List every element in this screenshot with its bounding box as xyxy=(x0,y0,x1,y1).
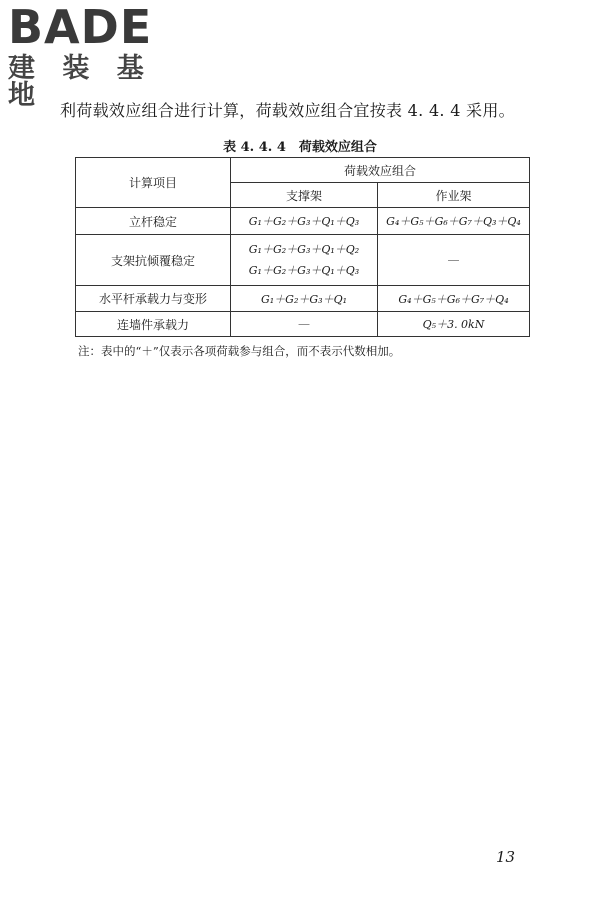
brand-logo xyxy=(8,0,176,111)
table-note: 注：表中的“＋”仅表示各项荷载参与组合，而不表示代数相加。 xyxy=(78,344,401,358)
page-number: 13 xyxy=(496,848,516,866)
row-work-formula: Q₅＋3. 0kN xyxy=(378,312,530,337)
row-item: 立杆稳定 xyxy=(76,208,231,235)
row-item: 连墙件承载力 xyxy=(76,312,231,337)
row-work-formula: G₄＋G₅＋G₆＋G₇＋Q₃＋Q₄ xyxy=(378,208,530,235)
load-combination-table xyxy=(75,157,530,337)
row-support-formula: — xyxy=(231,312,378,337)
logo-subtitle: 建 装 基 地 xyxy=(8,53,153,111)
header-item: 计算项目 xyxy=(76,158,231,208)
header-support-frame: 支撑架 xyxy=(231,183,378,208)
table-caption: 表 4. 4. 4 荷载效应组合 xyxy=(223,140,377,155)
table-row xyxy=(76,235,530,286)
intro-paragraph: 利荷载效应组合进行计算，荷载效应组合宜按表 4. 4. 4 采用。 xyxy=(60,101,515,120)
row-item: 水平杆承载力与变形 xyxy=(76,286,231,312)
row-work-formula: G₄＋G₅＋G₆＋G₇＋Q₄ xyxy=(378,286,530,312)
row-support-formula xyxy=(231,235,378,286)
logo-brand-text: BADE xyxy=(8,0,153,54)
header-work-frame: 作业架 xyxy=(378,183,530,208)
formula-line: G₁＋G₂＋G₃＋Q₁＋Q₃ xyxy=(248,264,360,277)
table-row xyxy=(76,208,530,235)
header-group: 荷载效应组合 xyxy=(231,158,530,183)
row-support-formula: G₁＋G₂＋G₃＋Q₁＋Q₃ xyxy=(231,208,378,235)
row-item: 支架抗倾覆稳定 xyxy=(76,235,231,286)
table-row xyxy=(76,312,530,337)
formula-line: G₁＋G₂＋G₃＋Q₁＋Q₂ xyxy=(248,243,360,256)
row-support-formula: G₁＋G₂＋G₃＋Q₁ xyxy=(231,286,378,312)
row-work-formula: — xyxy=(378,235,530,286)
table-header-row xyxy=(76,158,530,183)
table-row xyxy=(76,286,530,312)
